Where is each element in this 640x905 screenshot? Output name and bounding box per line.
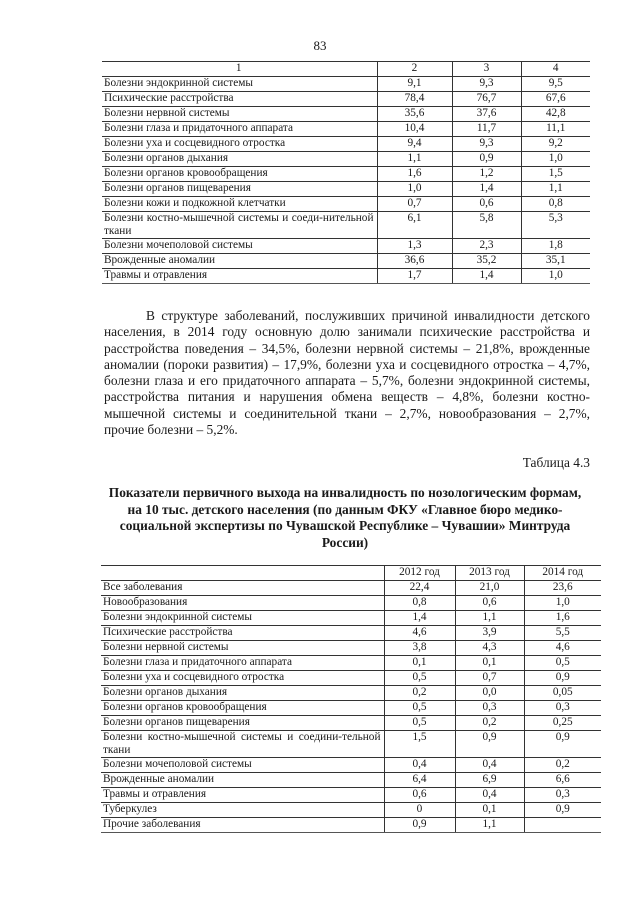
row-label: Болезни органов дыхания xyxy=(102,152,377,167)
row-label: Врожденные аномалии xyxy=(102,254,377,269)
row-label: Болезни органов кровообращения xyxy=(101,701,384,716)
value-cell: 6,6 xyxy=(524,773,601,788)
value-cell: 0,7 xyxy=(377,197,452,212)
value-cell: 6,9 xyxy=(455,773,524,788)
value-cell: 11,7 xyxy=(452,122,521,137)
table-row xyxy=(101,641,601,656)
table-row xyxy=(102,167,590,182)
row-label: Болезни эндокринной системы xyxy=(102,77,377,92)
value-cell: 3,8 xyxy=(384,641,455,656)
value-cell: 37,6 xyxy=(452,107,521,122)
disease-table-continued xyxy=(102,61,590,284)
table-row xyxy=(101,788,601,803)
row-label: Болезни костно-мышечной системы и соедини-тельной ткани xyxy=(101,731,384,758)
value-cell: 1,7 xyxy=(377,269,452,284)
value-cell: 0,4 xyxy=(455,758,524,773)
value-cell: 1,6 xyxy=(524,611,601,626)
header-cell: 4 xyxy=(521,62,590,77)
value-cell: 9,3 xyxy=(452,77,521,92)
value-cell: 1,2 xyxy=(452,167,521,182)
value-cell: 0,6 xyxy=(455,596,524,611)
value-cell: 35,6 xyxy=(377,107,452,122)
table-title: Показатели первичного выхода на инвалидность по нозологическим формам, на 10 тыс. детского населения (по данным ФКУ «Главное бюро медико-социальной экспертизы по Чувашской Республике – Чувашии» Минтруда России) xyxy=(108,485,582,550)
table-row xyxy=(101,716,601,731)
value-cell: 0,2 xyxy=(524,758,601,773)
table-row xyxy=(102,212,590,239)
value-cell: 0,3 xyxy=(524,701,601,716)
value-cell: 3,9 xyxy=(455,626,524,641)
table-row xyxy=(102,122,590,137)
table-row xyxy=(102,197,590,212)
value-cell: 5,8 xyxy=(452,212,521,239)
value-cell: 0,9 xyxy=(455,731,524,758)
value-cell: 1,4 xyxy=(452,269,521,284)
value-cell: 0,25 xyxy=(524,716,601,731)
value-cell: 0,3 xyxy=(524,788,601,803)
value-cell: 6,4 xyxy=(384,773,455,788)
value-cell: 6,1 xyxy=(377,212,452,239)
value-cell: 1,1 xyxy=(455,818,524,833)
value-cell: 11,1 xyxy=(521,122,590,137)
value-cell: 9,3 xyxy=(452,137,521,152)
row-label: Травмы и отравления xyxy=(102,269,377,284)
header-cell: 2014 год xyxy=(524,566,601,581)
body-paragraph: В структуре заболеваний, послуживших причиной инвалидности детского населения, в 2014 году основную долю занимали психические расстройства и расстройства поведения – 34,5%, болезни нервной системы – 21,8%, врожденные аномалии (пороки развития) – 17,9%, болезни уха и сосцевидного отростка – 4,7%, болезни глаза и его придаточного аппарата – 5,7%, болезни эндокринной системы, расстройства питания и нарушения обмена веществ – 4,8%, болезни костно-мышечной системы и соединительной ткани – 2,7%, новообразования – 2,7%, прочие болезни – 5,2%. xyxy=(104,308,590,438)
value-cell: 42,8 xyxy=(521,107,590,122)
value-cell: 0,5 xyxy=(384,701,455,716)
table-header-row xyxy=(102,62,590,77)
row-label: Туберкулез xyxy=(101,803,384,818)
value-cell: 0,8 xyxy=(521,197,590,212)
value-cell: 1,4 xyxy=(384,611,455,626)
table-row xyxy=(102,269,590,284)
value-cell: 4,6 xyxy=(524,641,601,656)
row-label: Болезни уха и сосцевидного отростка xyxy=(101,671,384,686)
row-label: Болезни органов пищеварения xyxy=(102,182,377,197)
value-cell: 1,0 xyxy=(377,182,452,197)
value-cell: 0,9 xyxy=(524,803,601,818)
table-row xyxy=(102,182,590,197)
row-label: Болезни органов дыхания xyxy=(101,686,384,701)
value-cell: 0,6 xyxy=(384,788,455,803)
value-cell: 36,6 xyxy=(377,254,452,269)
row-label: Болезни органов кровообращения xyxy=(102,167,377,182)
value-cell: 1,1 xyxy=(377,152,452,167)
value-cell: 35,2 xyxy=(452,254,521,269)
row-label: Психические расстройства xyxy=(101,626,384,641)
value-cell: 78,4 xyxy=(377,92,452,107)
value-cell: 67,6 xyxy=(521,92,590,107)
value-cell: 0,3 xyxy=(455,701,524,716)
value-cell xyxy=(524,818,601,833)
value-cell: 0,4 xyxy=(384,758,455,773)
value-cell: 0,5 xyxy=(384,716,455,731)
value-cell: 35,1 xyxy=(521,254,590,269)
value-cell: 9,5 xyxy=(521,77,590,92)
value-cell: 0,2 xyxy=(384,686,455,701)
value-cell: 1,4 xyxy=(452,182,521,197)
row-label: Болезни мочеполовой системы xyxy=(101,758,384,773)
table-row xyxy=(102,107,590,122)
table-row xyxy=(101,803,601,818)
value-cell: 1,0 xyxy=(521,269,590,284)
value-cell: 0,5 xyxy=(384,671,455,686)
table-row xyxy=(101,818,601,833)
row-label: Болезни нервной системы xyxy=(102,107,377,122)
table-label: Таблица 4.3 xyxy=(522,455,590,470)
value-cell: 21,0 xyxy=(455,581,524,596)
value-cell: 0,9 xyxy=(384,818,455,833)
row-label: Болезни нервной системы xyxy=(101,641,384,656)
row-label: Болезни уха и сосцевидного отростка xyxy=(102,137,377,152)
table-row xyxy=(101,701,601,716)
value-cell: 0,05 xyxy=(524,686,601,701)
table-row xyxy=(101,656,601,671)
header-cell: 1 xyxy=(102,62,377,77)
table-row xyxy=(102,152,590,167)
value-cell: 1,0 xyxy=(524,596,601,611)
row-label: Болезни костно-мышечной системы и соеди-нительной ткани xyxy=(102,212,377,239)
value-cell: 9,2 xyxy=(521,137,590,152)
value-cell: 0,2 xyxy=(455,716,524,731)
row-label: Травмы и отравления xyxy=(101,788,384,803)
table-row xyxy=(101,581,601,596)
row-label: Болезни эндокринной системы xyxy=(101,611,384,626)
table-row xyxy=(102,92,590,107)
value-cell: 0,9 xyxy=(524,671,601,686)
value-cell: 0,1 xyxy=(455,656,524,671)
table-row xyxy=(101,671,601,686)
header-cell: 2012 год xyxy=(384,566,455,581)
table-4-3 xyxy=(101,565,601,833)
value-cell: 4,3 xyxy=(455,641,524,656)
table-row xyxy=(101,731,601,758)
value-cell: 0,1 xyxy=(455,803,524,818)
value-cell: 1,5 xyxy=(521,167,590,182)
row-label: Болезни глаза и придаточного аппарата xyxy=(102,122,377,137)
value-cell: 22,4 xyxy=(384,581,455,596)
value-cell: 1,3 xyxy=(377,239,452,254)
table-row xyxy=(102,254,590,269)
row-label: Врожденные аномалии xyxy=(101,773,384,788)
row-label: Болезни кожи и подкожной клетчатки xyxy=(102,197,377,212)
table-row xyxy=(102,137,590,152)
value-cell: 0 xyxy=(384,803,455,818)
value-cell: 0,6 xyxy=(452,197,521,212)
table-row xyxy=(101,758,601,773)
value-cell: 10,4 xyxy=(377,122,452,137)
header-cell xyxy=(101,566,384,581)
table-row xyxy=(101,626,601,641)
table-row xyxy=(101,773,601,788)
value-cell: 76,7 xyxy=(452,92,521,107)
value-cell: 5,3 xyxy=(521,212,590,239)
value-cell: 0,9 xyxy=(452,152,521,167)
row-label: Прочие заболевания xyxy=(101,818,384,833)
table-row xyxy=(101,596,601,611)
value-cell: 1,0 xyxy=(521,152,590,167)
row-label: Болезни органов пищеварения xyxy=(101,716,384,731)
value-cell: 1,1 xyxy=(521,182,590,197)
value-cell: 0,9 xyxy=(524,731,601,758)
row-label: Болезни мочеполовой системы xyxy=(102,239,377,254)
row-label: Болезни глаза и придаточного аппарата xyxy=(101,656,384,671)
value-cell: 0,7 xyxy=(455,671,524,686)
value-cell: 1,1 xyxy=(455,611,524,626)
value-cell: 1,8 xyxy=(521,239,590,254)
value-cell: 2,3 xyxy=(452,239,521,254)
value-cell: 1,6 xyxy=(377,167,452,182)
table-row xyxy=(101,686,601,701)
value-cell: 0,0 xyxy=(455,686,524,701)
table-row xyxy=(102,239,590,254)
row-label: Новообразования xyxy=(101,596,384,611)
row-label: Психические расстройства xyxy=(102,92,377,107)
value-cell: 9,1 xyxy=(377,77,452,92)
value-cell: 0,8 xyxy=(384,596,455,611)
header-cell: 3 xyxy=(452,62,521,77)
value-cell: 1,5 xyxy=(384,731,455,758)
page-number: 83 xyxy=(313,38,327,53)
header-cell: 2013 год xyxy=(455,566,524,581)
value-cell: 5,5 xyxy=(524,626,601,641)
value-cell: 0,5 xyxy=(524,656,601,671)
table-row xyxy=(102,77,590,92)
value-cell: 0,4 xyxy=(455,788,524,803)
value-cell: 4,6 xyxy=(384,626,455,641)
value-cell: 9,4 xyxy=(377,137,452,152)
table-row xyxy=(101,611,601,626)
value-cell: 0,1 xyxy=(384,656,455,671)
table-header-row xyxy=(101,566,601,581)
value-cell: 23,6 xyxy=(524,581,601,596)
header-cell: 2 xyxy=(377,62,452,77)
row-label: Все заболевания xyxy=(101,581,384,596)
